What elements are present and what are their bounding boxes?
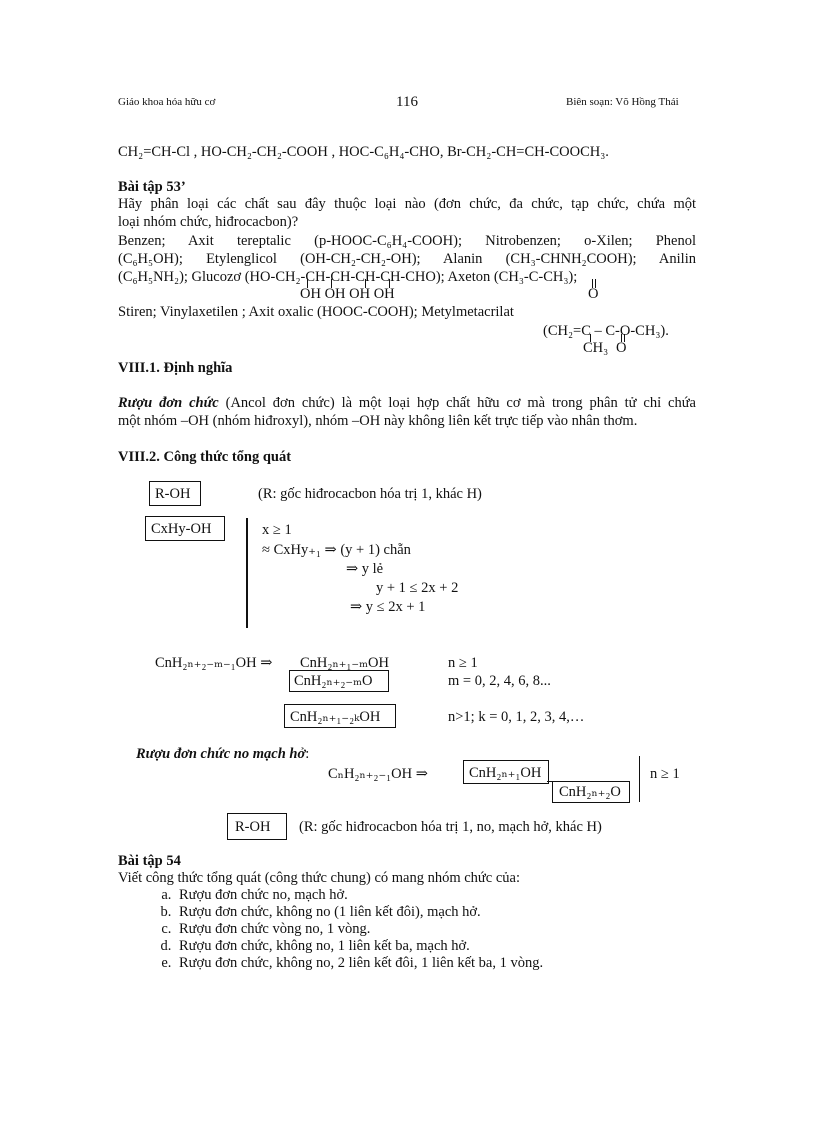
- compound-list-line-4: Stiren; Vinylaxetilen ; Axit oxalic (HOOC-COOH); Metylmetacrilat: [118, 304, 514, 320]
- saturated-formula-box-1: CnH₂ₙ₊₁OH: [469, 765, 542, 781]
- section-general-formula-title: VIII.2. Công thức tổng quát: [118, 449, 292, 465]
- exercise-53-title: Bài tập 53’: [118, 179, 186, 195]
- condition-4: y + 1 ≤ 2x + 2: [376, 580, 459, 596]
- saturated-alcohol-title: Rượu đơn chức no mạch hở: [136, 746, 306, 762]
- saturated-condition: n ≥ 1: [650, 766, 680, 782]
- header-left: Giáo khoa hóa hữu cơ: [118, 96, 216, 108]
- list-item: d. Rượu đơn chức, không no, 1 liên kết ba, mạch hở.: [175, 938, 543, 955]
- list-item: a. Rượu đơn chức no, mạch hở.: [175, 887, 543, 904]
- term-monohydric-alcohol: Rượu đơn chức: [118, 395, 219, 411]
- formula-general-3-condition: n>1; k = 0, 1, 2, 3, 4,…: [448, 709, 585, 725]
- exercise-54-title: Bài tập 54: [118, 853, 181, 869]
- formula-roh-2: R-OH: [235, 819, 271, 835]
- compound-list-line-3: (C₆H₅NH₂); Glucozơ (HO-CH₂-CH-CH-CH-CH-CHO); Axeton (CH₃-C-CH₃);: [118, 269, 578, 285]
- formula-general-2: CnH₂ₙ₊₂₋ₘO: [294, 673, 373, 689]
- saturated-alcohol-heading: [136, 745, 309, 763]
- formula-general-2-condition: m = 0, 2, 4, 6, 8...: [448, 673, 551, 689]
- saturated-formula: CₙH₂ₙ₊₂₋₁OH ⇒: [328, 766, 428, 782]
- definition-text: (Ancol đơn chức) là một loại hợp chất hữu cơ mà trong phân tử chỉ chứa: [218, 395, 696, 411]
- formula-general-1-condition: n ≥ 1: [448, 655, 478, 671]
- exercise-53-question-line-2: loại nhóm chức, hiđrocacbon)?: [118, 214, 299, 230]
- page-number: 116: [396, 94, 418, 110]
- formula-general-3: CnH₂ₙ₊₁₋₂ₖOH: [290, 709, 381, 725]
- list-item: b. Rượu đơn chức, không no (1 liên kết đôi), mạch hở.: [175, 904, 543, 921]
- condition-5: ⇒ y ≤ 2x + 1: [350, 599, 426, 615]
- condition-bracket: [246, 518, 248, 628]
- mma-oxygen: O: [616, 340, 627, 356]
- formula-general-1: CnH₂ₙ₊₂₋ₘ₋₁OH ⇒: [155, 655, 273, 671]
- formula-roh-note: (R: gốc hiđrocacbon hóa trị 1, khác H): [258, 486, 482, 502]
- intro-line: CH₂=CH-Cl , HO-CH₂-CH₂-COOH , HOC-C₆H₄-CHO, Br-CH₂-CH=CH-COOCH₃.: [118, 144, 609, 160]
- condition-2: ≈ CxHy₊₁ ⇒ (y + 1) chẵn: [262, 542, 411, 558]
- exercise-53-question-line-1: Hãy phân loại các chất sau đây thuộc loại nào (đơn chức, đa chức, tạp chức, chứa một: [118, 196, 696, 212]
- saturated-formula-box-2: CnH₂ₙ₊₂O: [559, 784, 621, 800]
- formula-roh-2-note: (R: gốc hiđrocacbon hóa trị 1, no, mạch hở, khác H): [299, 819, 602, 835]
- definition-line-1: [118, 394, 696, 412]
- formula-roh: R-OH: [155, 486, 191, 502]
- section-definition-title: VIII.1. Định nghĩa: [118, 360, 233, 376]
- formula-general-1-result: CnH₂ₙ₊₁₋ₘOH: [300, 655, 389, 671]
- header-right: Biên soạn: Võ Hồng Thái: [566, 96, 679, 108]
- glucose-oh-groups: OH OH OH OH: [300, 286, 395, 302]
- saturated-alcohol-colon: :: [305, 746, 310, 762]
- compound-list-line-2: (C₆H₅OH); Etylenglicol (OH-CH₂-CH₂-OH); Alanin (CH₃-CHNH₂COOH); Anilin: [118, 251, 696, 267]
- exercise-54-list: [155, 887, 543, 972]
- formula-cxhy: CxHy-OH: [151, 521, 212, 537]
- condition-1: x ≥ 1: [262, 522, 292, 538]
- condition-3: ⇒ y lẻ: [346, 561, 384, 577]
- saturated-condition-bracket: [639, 756, 640, 802]
- list-item: c. Rượu đơn chức vòng no, 1 vòng.: [175, 921, 543, 938]
- exercise-54-question: Viết công thức tổng quát (công thức chung) có mang nhóm chức của:: [118, 870, 521, 886]
- acetone-oxygen: O: [588, 286, 599, 302]
- list-item: e. Rượu đơn chức, không no, 2 liên kết đôi, 1 liên kết ba, 1 vòng.: [175, 955, 543, 972]
- compound-list-line-1: Benzen; Axit tereptalic (p-HOOC-C₆H₄-COOH); Nitrobenzen; o-Xilen; Phenol: [118, 233, 696, 249]
- mma-methyl: CH₃: [583, 340, 609, 356]
- methyl-methacrylate-formula: (CH₂=C – C-O-CH₃).: [543, 323, 669, 339]
- definition-line-2: một nhóm –OH (nhóm hiđroxyl), nhóm –OH này không liên kết trực tiếp vào nhân thơm.: [118, 413, 638, 429]
